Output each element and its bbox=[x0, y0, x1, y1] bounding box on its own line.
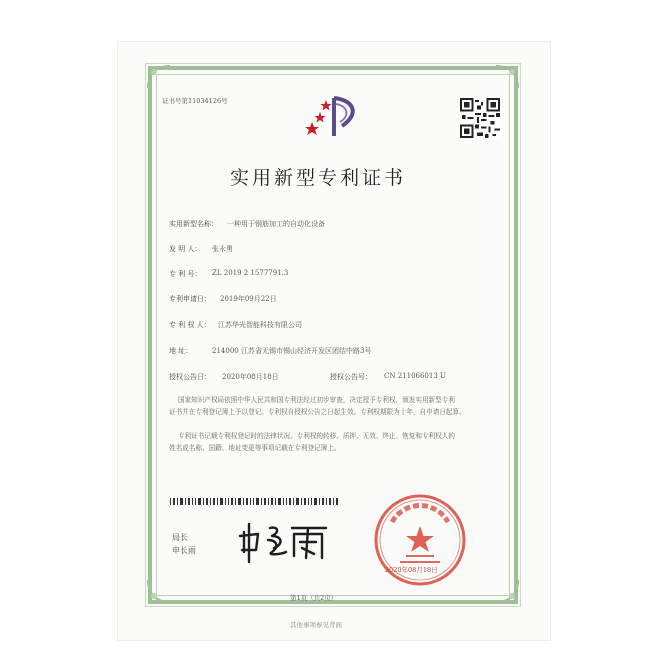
field-label-patent-number: 专 利 号： bbox=[169, 270, 202, 278]
page-indicator: 第1页（共2页） bbox=[290, 594, 338, 602]
paragraph-line-3: 专利证书记载专利权登记时的法律状况。专利权的转移、质押、无效、终止、恢复和专利权人的 bbox=[178, 432, 455, 440]
qr-code-icon bbox=[460, 98, 500, 138]
corner-ornament-bottom-right bbox=[494, 578, 520, 604]
paragraph-line-4: 姓名或名称、国籍、地址变更等事项记载在专利登记簿上。 bbox=[169, 444, 341, 452]
field-label-inventor: 发 明 人： bbox=[169, 245, 202, 253]
barcode bbox=[170, 498, 338, 505]
corner-ornament-bottom-left bbox=[146, 578, 172, 604]
field-value-inventor: 张永勇 bbox=[212, 245, 233, 253]
cnipa-logo-icon bbox=[302, 92, 370, 138]
field-label-patentee: 专 利 权 人： bbox=[169, 321, 211, 329]
director-title: 局长 bbox=[172, 533, 188, 542]
field-value-patentee: 江苏华光智能科技有限公司 bbox=[218, 321, 302, 329]
field-label-address: 地 址： bbox=[169, 347, 193, 355]
field-value-utility-model-name: 一种用于钢筋加工的自动化设备 bbox=[227, 220, 325, 228]
field-value-grant-date: 2020年08月18日 bbox=[222, 373, 279, 381]
field-label-application-date: 专利申请日： bbox=[169, 295, 211, 303]
director-name: 申长雨 bbox=[172, 546, 196, 555]
field-value-grant-number: CN 211066013 U bbox=[384, 372, 446, 380]
field-value-application-date: 2019年09月22日 bbox=[220, 295, 277, 303]
paragraph-line-2: 证书并在专利登记簿上予以登记。专利权自授权公告之日起生效。专利权期限为十年，自申请日起算。 bbox=[169, 408, 466, 416]
field-label-grant-number: 授权公告号： bbox=[330, 373, 372, 381]
field-value-patent-number: ZL 2019 2 1577791.3 bbox=[212, 269, 289, 277]
field-label-grant-date: 授权公告日： bbox=[169, 373, 211, 381]
seal-date: 2020年08月18日 bbox=[385, 566, 438, 574]
paragraph-line-1: 国家知识产权局依照中华人民共和国专利法经过初步审查，决定授予专利权，颁发实用新型专利 bbox=[178, 396, 455, 404]
certificate-number: 证书号第11034126号 bbox=[162, 97, 228, 105]
certificate-title: 实用新型专利证书 bbox=[230, 167, 407, 189]
corner-ornament-top-left bbox=[146, 64, 172, 90]
footer-note: 其他事项参见背面 bbox=[290, 621, 342, 629]
director-signature bbox=[236, 518, 332, 566]
field-label-utility-model-name: 实用新型名称： bbox=[169, 220, 218, 228]
corner-ornament-top-right bbox=[494, 64, 520, 90]
field-value-address: 214000 江苏省无锡市锡山经济开发区团结中路3号 bbox=[212, 347, 372, 355]
